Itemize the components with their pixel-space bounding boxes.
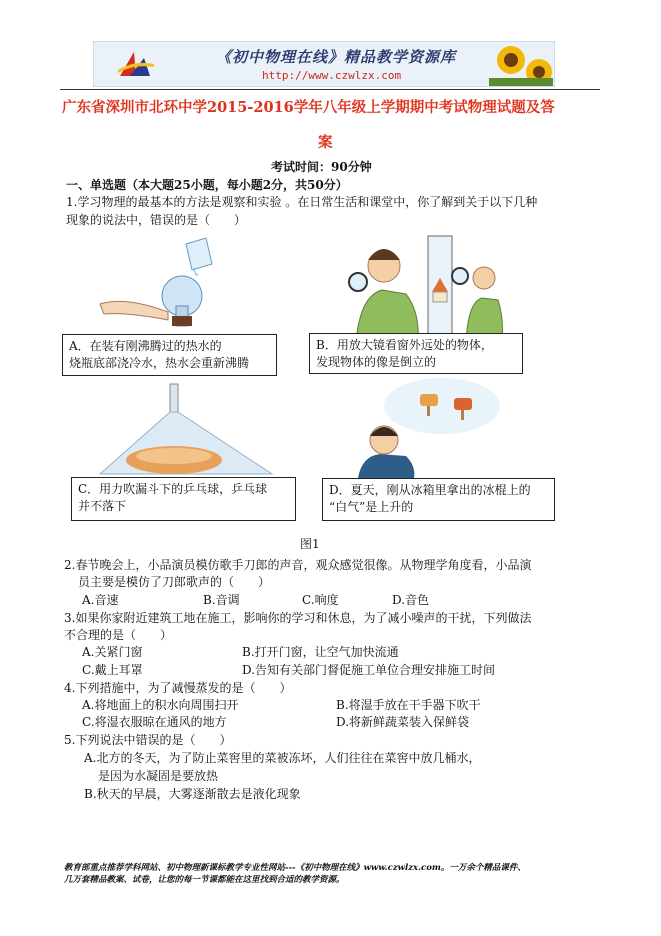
question-3-option-d: D.告知有关部门督促施工单位合理安排施工时间	[242, 663, 496, 677]
question-1-line1: 1.学习物理的最基本的方法是观察和实验 。在日常生活和课堂中，你了解到关于以下几种	[66, 195, 538, 209]
option-a-line2: 烧瓶底部浇冷水，热水会重新沸腾	[69, 356, 250, 370]
document-title-line2: 案	[318, 134, 333, 151]
flask-illustration	[86, 234, 286, 338]
question-5-option-a-line1: A.北方的冬天，为了防止菜窖里的菜被冻坏，人们往往在菜窖中放几桶水，	[84, 751, 481, 765]
option-c-line2: 并不落下	[78, 499, 127, 513]
document-title-line1: 广东省深圳市北环中学2015-2016学年八年级上学期期中考试物理试题及答	[62, 99, 555, 116]
option-c-box	[71, 477, 296, 521]
banner-url: http://www.czwlzx.com	[262, 69, 402, 82]
question-3-option-b: B.打开门窗，让空气加快流通	[242, 645, 399, 659]
question-2-line2: 员主要是模仿了刀郎歌声的（ ）	[78, 575, 271, 589]
question-3-option-a: A.关紧门窗	[82, 645, 143, 659]
question-5-option-a-line2: 是因为水凝固是要放热	[98, 769, 219, 783]
question-2-line1: 2.春节晚会上，小品演员模仿歌手刀郎的声音，观众感觉很像。从物理学角度看，小品演	[64, 558, 532, 572]
option-d-line1: D．夏天，刚从冰箱里拿出的冰棍上的	[329, 483, 531, 497]
question-4-line1: 4.下列措施中，为了减慢蒸发的是（ ）	[64, 681, 292, 695]
question-4-option-b: B.将湿手放在干手器下吹干	[336, 698, 481, 712]
banner-title: 《初中物理在线》精品教学资源库	[216, 48, 457, 66]
footer-line2: 几万套精品教案、试卷，让您的每一节课都能在这里找到合适的教学资源。	[64, 875, 345, 885]
site-logo-icon	[116, 48, 156, 80]
question-5-line1: 5.下列说法中错误的是（ ）	[64, 733, 232, 747]
section-heading: 一、单选题（本大题25小题，每小题2分，共50分）	[66, 178, 348, 192]
header-banner	[93, 41, 555, 87]
question-3-line2: 不合理的是（ ）	[64, 628, 173, 642]
question-2-option-b: B.音调	[203, 593, 240, 607]
question-2-option-d: D.音色	[392, 593, 430, 607]
exam-time: 考试时间：90分钟	[271, 160, 372, 174]
header-rule	[60, 89, 600, 90]
magnifier-window-illustration	[336, 232, 506, 342]
ice-pop-illustration	[350, 376, 500, 478]
option-b-box	[309, 333, 523, 374]
sunflower-image	[489, 42, 553, 86]
question-3-option-c: C.戴上耳罩	[82, 663, 143, 677]
question-4-option-a: A.将地面上的积水向周围扫开	[82, 698, 239, 712]
question-5-option-b: B.秋天的早晨，大雾逐渐散去是液化现象	[84, 787, 301, 801]
option-a-box	[62, 334, 277, 376]
option-b-line1: B．用放大镜看窗外远处的物体，	[316, 338, 493, 352]
question-4-option-d: D.将新鲜蔬菜装入保鲜袋	[336, 715, 470, 729]
option-d-box	[322, 478, 555, 521]
figure-caption: 图1	[300, 537, 320, 551]
question-2-option-c: C.响度	[302, 593, 339, 607]
footer-line1: 教育部重点推荐学科网站、初中物理新课标教学专业性网站---《初中物理在线》www.czwlzx.com。一万余个精品课件、	[64, 863, 526, 873]
option-c-line1: C．用力吹漏斗下的乒乓球，乒乓球	[78, 482, 268, 496]
option-d-line2: “白气”是上升的	[329, 500, 414, 514]
question-1-line2: 现象的说法中，错误的是（ ）	[66, 213, 247, 227]
option-a-line1: A．在装有刚沸腾过的热水的	[69, 339, 222, 353]
question-4-option-c: C.将湿衣服晾在通风的地方	[82, 715, 227, 729]
question-3-line1: 3.如果你家附近建筑工地在施工，影响你的学习和休息，为了减小噪声的干扰，下列做法	[64, 611, 532, 625]
funnel-illustration	[96, 382, 276, 478]
question-2-option-a: A.音速	[82, 593, 119, 607]
option-b-line2: 发现物体的像是倒立的	[316, 355, 437, 369]
footer	[64, 862, 526, 886]
